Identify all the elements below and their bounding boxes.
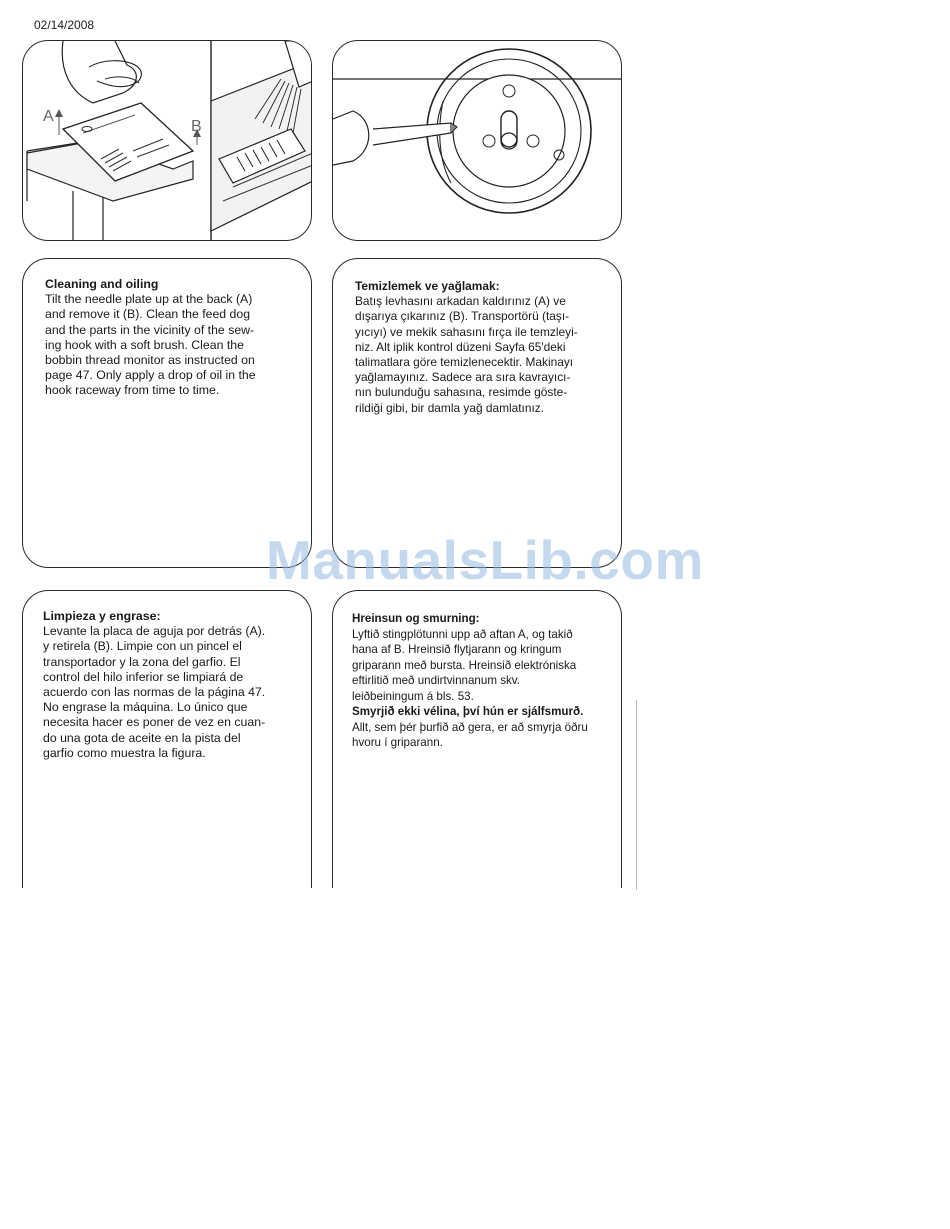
label-b: B (191, 118, 202, 135)
icelandic-warning: Smyrjið ekki vélina, því hún er sjálfsmurð. (352, 705, 584, 718)
english-body: Tilt the needle plate up at the back (A) and remove it (B). Clean the feed dog and the parts in the vicinity of the sew- ing hook with a soft brush. Clean the bobbin thread monitor as instructed on page 47. Only apply a drop of oil in the hook raceway from time to time. (45, 292, 256, 398)
spanish-section-box (22, 590, 312, 888)
needle-plate-illustration (22, 40, 312, 241)
icelandic-body: Lyftið stingplötunni upp að aftan A, og takið hana af B. Hreinsið flytjarann og kringum griparann með bursta. Hreinsið elektróniska eftirlitið með undirtvinnanum skv. leiðbeiningum á bls. 53. (352, 627, 577, 703)
english-heading: Cleaning and oiling (45, 277, 159, 291)
hook-oiling-illustration (332, 40, 622, 241)
spanish-body: Levante la placa de aguja por detrás (A). y retirela (B). Limpie con un pincel el transportador y la zona del garfio. El control del hilo inferior se limpiará de acuerdo con las normas de la página 47. No engrase la máquina. Lo único que necesita hacer es poner de vez en cuan- do una gota de aceite en la pista del garfio como muestra la figura. (43, 624, 266, 760)
spanish-section (43, 609, 295, 761)
scan-artifact-line (636, 700, 637, 890)
turkish-section-box (332, 258, 622, 568)
icelandic-section (352, 611, 614, 751)
spanish-heading: Limpieza y engrase: (43, 609, 161, 623)
turkish-section (355, 279, 607, 416)
hook-oiling-drawing (333, 41, 622, 241)
document-date: 02/14/2008 (34, 18, 95, 32)
english-section-box (22, 258, 312, 568)
english-section (45, 277, 297, 399)
icelandic-body-2: Allt, sem þér þurfið að gera, er að smyrja öðru hvoru í griparann. (352, 720, 588, 749)
icelandic-heading: Hreinsun og smurning: (352, 612, 480, 625)
manualslib-watermark: ManualsLib.com (266, 529, 704, 591)
turkish-body: Batış levhasını arkadan kaldırınız (A) ve dışarıya çıkarınız (B). Transportörü (taşı- yıcıyı) ve mekik sahasını fırça ile temzleyi- niz. Alt iplik kontrol düzeni Sayfa 65'deki talimatlara göre temizlenecektir. Makinayı yağlamayınız. Sadece ara sıra kavrayıcı- nın bulunduğu sahasına, resimde göste- rildiği gibi, bir damla yağ damlatınız. (355, 294, 578, 415)
icelandic-section-box (332, 590, 622, 888)
needle-plate-drawing (23, 41, 312, 241)
label-a: A (43, 108, 54, 125)
turkish-heading: Temizlemek ve yağlamak: (355, 279, 500, 293)
